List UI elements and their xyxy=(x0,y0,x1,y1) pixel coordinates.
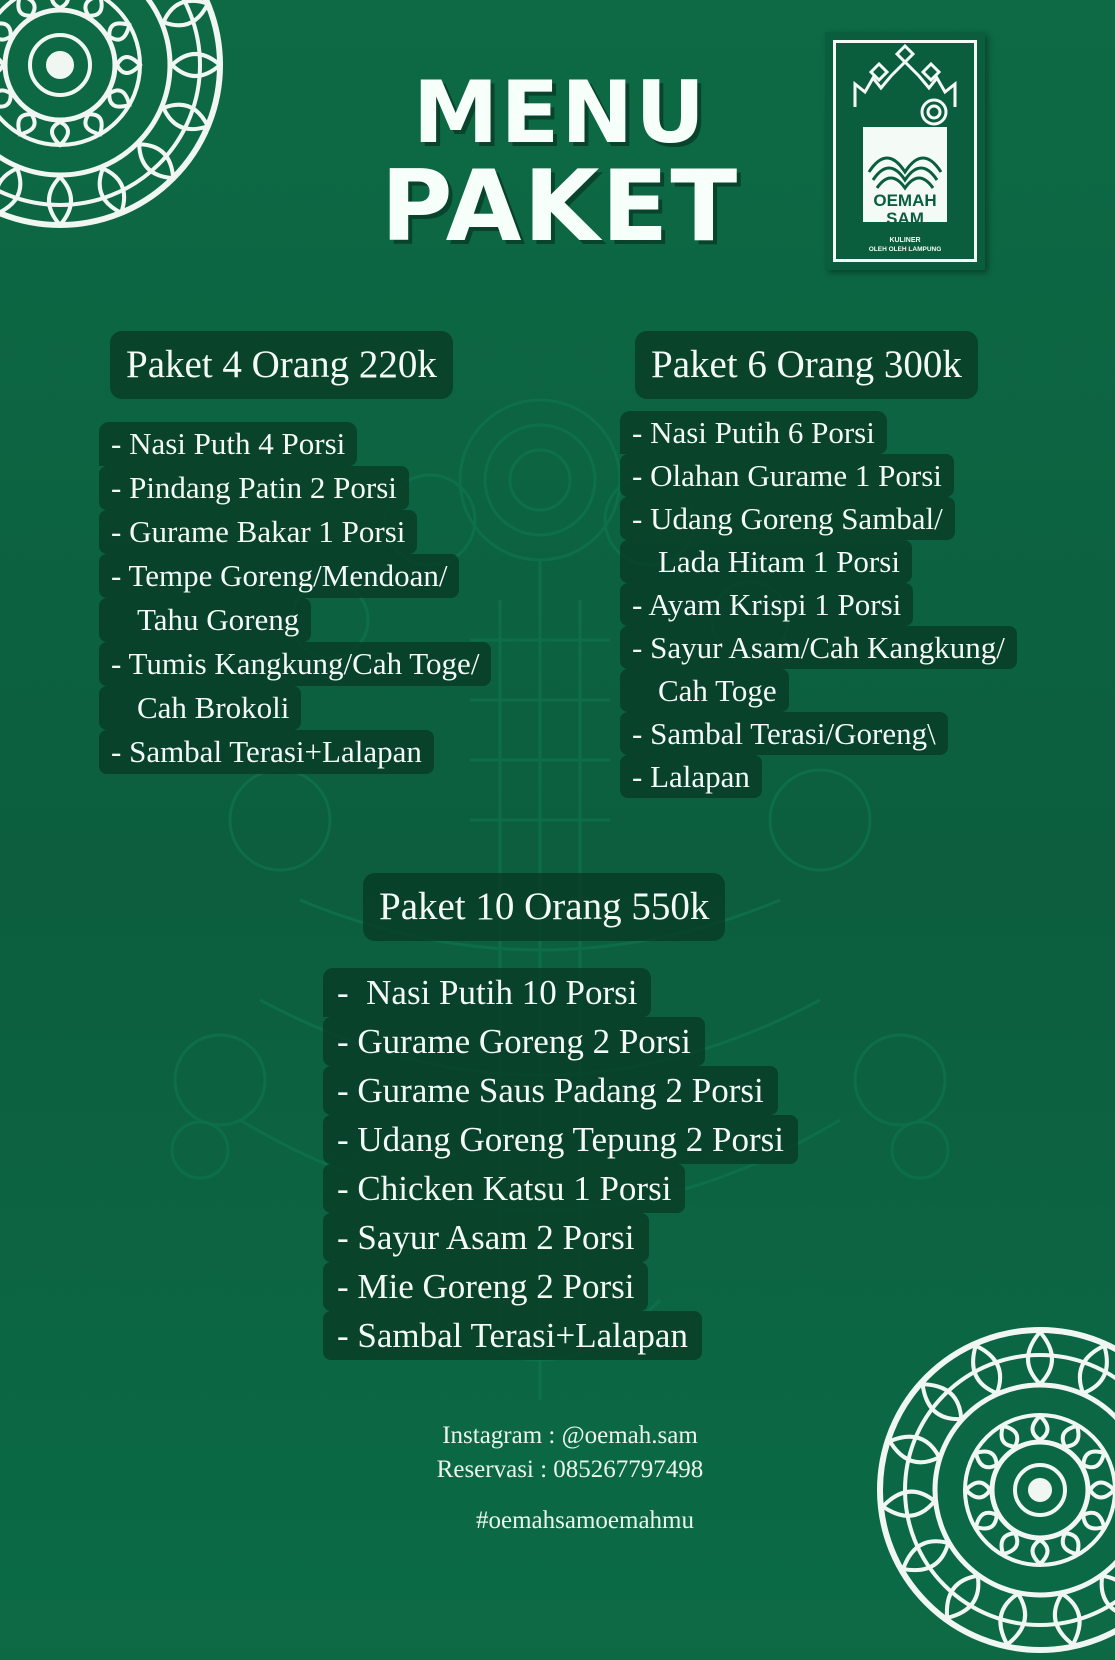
package-6-heading: Paket 6 Orang 300k xyxy=(635,331,978,399)
list-item: Lada Hitam 1 Porsi xyxy=(620,540,912,583)
list-item: - Sayur Asam 2 Porsi xyxy=(323,1213,649,1262)
list-item: - Chicken Katsu 1 Porsi xyxy=(323,1164,685,1213)
list-item: - Lalapan xyxy=(620,755,762,798)
package-4-heading: Paket 4 Orang 220k xyxy=(110,331,453,399)
list-item: - Udang Goreng Sambal/ xyxy=(620,497,955,540)
page-title xyxy=(380,63,740,264)
logo-subtitle-2: OLEH OLEH LAMPUNG xyxy=(868,246,942,253)
list-item: - Mie Goreng 2 Porsi xyxy=(323,1262,648,1311)
list-item: - Nasi Puth 4 Porsi xyxy=(99,422,357,466)
list-item: Cah Toge xyxy=(620,669,789,712)
instagram-handle: Instagram : @oemah.sam xyxy=(442,1422,698,1449)
title-line-2: PAKET xyxy=(380,150,740,264)
package-10-heading: Paket 10 Orang 550k xyxy=(363,873,725,941)
mandala-ornament-top-left xyxy=(0,0,235,240)
list-item: - Gurame Goreng 2 Porsi xyxy=(323,1017,705,1066)
list-item: - Gurame Saus Padang 2 Porsi xyxy=(323,1066,778,1115)
list-item: - Gurame Bakar 1 Porsi xyxy=(99,510,417,554)
title-line-1: MENU xyxy=(412,63,708,163)
list-item: - Pindang Patin 2 Porsi xyxy=(99,466,409,510)
list-item: - Sambal Terasi+Lalapan xyxy=(323,1311,702,1360)
reservation-phone: Reservasi : 085267797498 xyxy=(436,1456,704,1483)
list-item: - Olahan Gurame 1 Porsi xyxy=(620,454,954,497)
list-item: - Ayam Krispi 1 Porsi xyxy=(620,583,913,626)
package-6-items xyxy=(620,411,1017,798)
hashtag: #oemahsamoemahmu xyxy=(476,1507,694,1534)
package-10-items xyxy=(323,968,798,1360)
mandala-ornament-bottom-right xyxy=(870,1320,1115,1660)
list-item: - Nasi Putih 6 Porsi xyxy=(620,411,887,454)
logo-brand-name: OEMAH SAM xyxy=(873,191,937,228)
package-4-items xyxy=(99,422,491,774)
list-item: - Tempe Goreng/Mendoan/ xyxy=(99,554,459,598)
list-item: - Sayur Asam/Cah Kangkung/ xyxy=(620,626,1017,669)
list-item: - Udang Goreng Tepung 2 Porsi xyxy=(323,1115,798,1164)
list-item: - Sambal Terasi/Goreng\ xyxy=(620,712,948,755)
oemah-sam-logo xyxy=(825,32,985,270)
logo-subtitle-1: KULINER xyxy=(889,237,921,244)
list-item: - Sambal Terasi+Lalapan xyxy=(99,730,434,774)
list-item: - Tumis Kangkung/Cah Toge/ xyxy=(99,642,491,686)
list-item: Cah Brokoli xyxy=(99,686,301,730)
list-item: - Nasi Putih 10 Porsi xyxy=(323,968,651,1017)
logo-emblem-icon xyxy=(825,32,985,270)
list-item: Tahu Goreng xyxy=(99,598,311,642)
